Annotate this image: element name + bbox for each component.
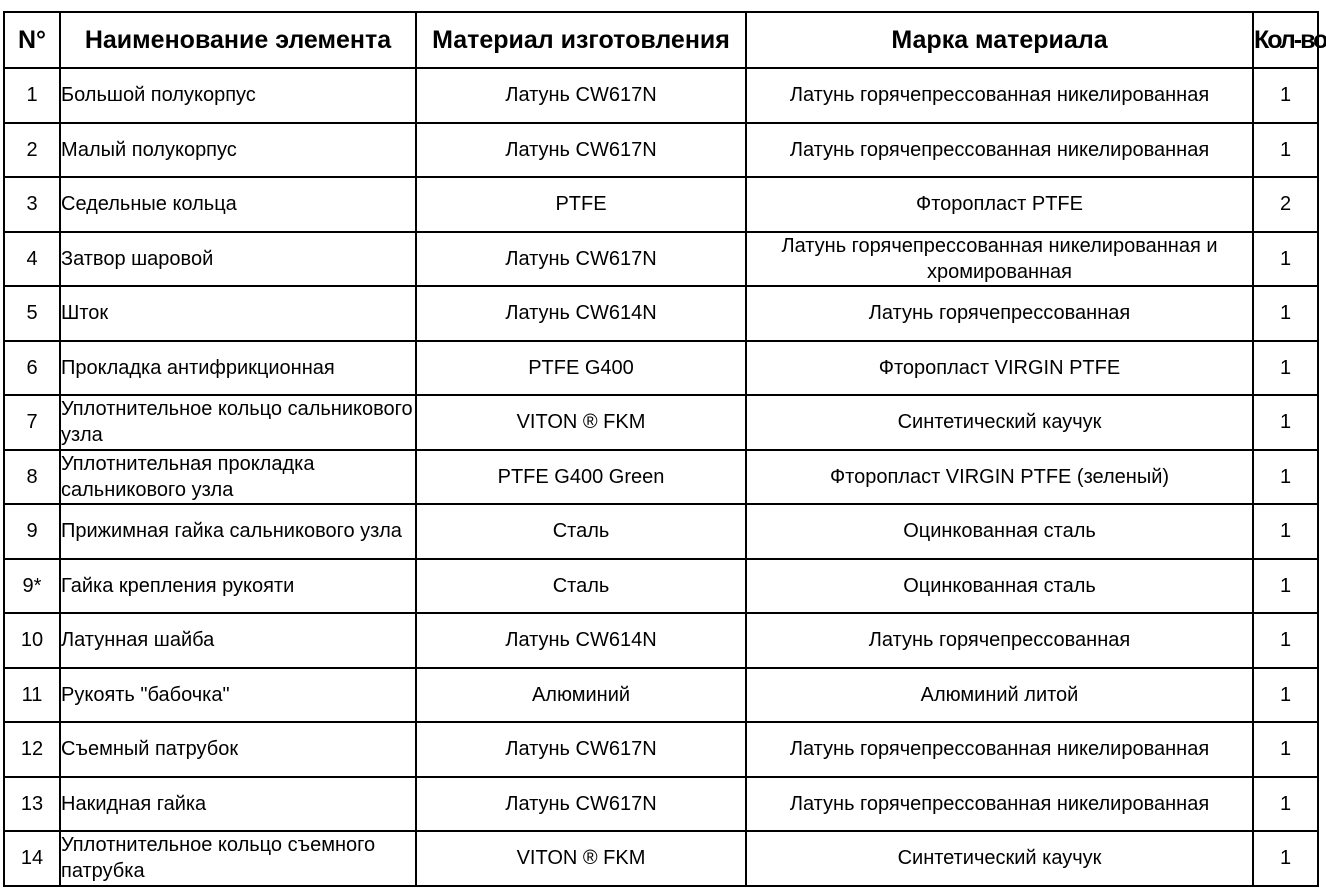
table-row xyxy=(4,395,1318,450)
cell-element-name: Съемный патрубок xyxy=(60,722,416,777)
header-number: N° xyxy=(4,12,60,68)
cell-material: PTFE xyxy=(416,177,746,232)
cell-quantity: 1 xyxy=(1253,395,1318,450)
cell-material: Латунь CW617N xyxy=(416,722,746,777)
cell-material: VITON ® FKM xyxy=(416,395,746,450)
cell-element-name: Седельные кольца xyxy=(60,177,416,232)
cell-material: Латунь CW617N xyxy=(416,123,746,178)
table-row xyxy=(4,668,1318,723)
table-row xyxy=(4,722,1318,777)
table-row xyxy=(4,68,1318,123)
cell-quantity: 1 xyxy=(1253,831,1318,886)
cell-number: 7 xyxy=(4,395,60,450)
cell-quantity: 1 xyxy=(1253,286,1318,341)
materials-table xyxy=(3,11,1326,887)
cell-material-grade: Латунь горячепрессованная никелированная и хромированная xyxy=(746,232,1253,287)
cell-quantity: 1 xyxy=(1253,504,1318,559)
cell-number: 12 xyxy=(4,722,60,777)
cell-material-grade: Оцинкованная сталь xyxy=(746,559,1253,614)
cell-number: 14 xyxy=(4,831,60,886)
cell-number: 3 xyxy=(4,177,60,232)
cell-quantity: 1 xyxy=(1253,68,1318,123)
cell-quantity: 1 xyxy=(1253,722,1318,777)
cell-number: 2 xyxy=(4,123,60,178)
cell-material: VITON ® FKM xyxy=(416,831,746,886)
cell-element-name: Шток xyxy=(60,286,416,341)
cell-quantity: 1 xyxy=(1253,450,1318,505)
cell-material: Латунь CW614N xyxy=(416,613,746,668)
cell-number: 9* xyxy=(4,559,60,614)
cell-material-grade: Алюминий литой xyxy=(746,668,1253,723)
header-quantity: Кол-во xyxy=(1253,12,1318,68)
cell-material-grade: Латунь горячепрессованная никелированная xyxy=(746,722,1253,777)
cell-material-grade: Латунь горячепрессованная xyxy=(746,286,1253,341)
cell-quantity: 1 xyxy=(1253,559,1318,614)
cell-material: PTFE G400 xyxy=(416,341,746,396)
cell-quantity: 1 xyxy=(1253,613,1318,668)
cell-element-name: Накидная гайка xyxy=(60,777,416,832)
cell-material-grade: Латунь горячепрессованная никелированная xyxy=(746,68,1253,123)
table-row xyxy=(4,777,1318,832)
cell-quantity: 1 xyxy=(1253,341,1318,396)
cell-element-name: Прокладка антифрикционная xyxy=(60,341,416,396)
cell-number: 11 xyxy=(4,668,60,723)
cell-quantity: 1 xyxy=(1253,777,1318,832)
cell-material: Латунь CW614N xyxy=(416,286,746,341)
cell-quantity: 1 xyxy=(1253,668,1318,723)
cell-material-grade: Фторопласт VIRGIN PTFE (зеленый) xyxy=(746,450,1253,505)
table-header-row xyxy=(4,12,1318,68)
cell-material-grade: Латунь горячепрессованная xyxy=(746,613,1253,668)
cell-element-name: Затвор шаровой xyxy=(60,232,416,287)
cell-number: 10 xyxy=(4,613,60,668)
cell-element-name: Уплотнительное кольцо сальникового узла xyxy=(60,395,416,450)
cell-material-grade: Латунь горячепрессованная никелированная xyxy=(746,123,1253,178)
table-row xyxy=(4,504,1318,559)
cell-material-grade: Латунь горячепрессованная никелированная xyxy=(746,777,1253,832)
table-row xyxy=(4,286,1318,341)
cell-material: PTFE G400 Green xyxy=(416,450,746,505)
table-row xyxy=(4,341,1318,396)
cell-number: 1 xyxy=(4,68,60,123)
table-row xyxy=(4,613,1318,668)
header-element-name: Наименование элемента xyxy=(60,12,416,68)
table-row xyxy=(4,177,1318,232)
table-row xyxy=(4,559,1318,614)
cell-material-grade: Оцинкованная сталь xyxy=(746,504,1253,559)
cell-material: Алюминий xyxy=(416,668,746,723)
cell-number: 5 xyxy=(4,286,60,341)
cell-material: Сталь xyxy=(416,504,746,559)
table-row xyxy=(4,232,1318,287)
cell-material-grade: Синтетический каучук xyxy=(746,831,1253,886)
cell-quantity: 1 xyxy=(1253,232,1318,287)
cell-material: Латунь CW617N xyxy=(416,68,746,123)
cell-element-name: Уплотнительное кольцо съемного патрубка xyxy=(60,831,416,886)
table-row xyxy=(4,450,1318,505)
cell-material-grade: Синтетический каучук xyxy=(746,395,1253,450)
table-row xyxy=(4,831,1318,886)
cell-element-name: Рукоять "бабочка" xyxy=(60,668,416,723)
header-material: Материал изготовления xyxy=(416,12,746,68)
cell-number: 13 xyxy=(4,777,60,832)
cell-material: Сталь xyxy=(416,559,746,614)
cell-element-name: Большой полукорпус xyxy=(60,68,416,123)
table-row xyxy=(4,123,1318,178)
cell-element-name: Гайка крепления рукояти xyxy=(60,559,416,614)
cell-material: Латунь CW617N xyxy=(416,777,746,832)
cell-element-name: Уплотнительная прокладка сальникового узла xyxy=(60,450,416,505)
cell-quantity: 2 xyxy=(1253,177,1318,232)
cell-material-grade: Фторопласт VIRGIN PTFE xyxy=(746,341,1253,396)
cell-quantity: 1 xyxy=(1253,123,1318,178)
cell-number: 4 xyxy=(4,232,60,287)
header-material-grade: Марка материала xyxy=(746,12,1253,68)
cell-number: 9 xyxy=(4,504,60,559)
cell-element-name: Латунная шайба xyxy=(60,613,416,668)
cell-number: 8 xyxy=(4,450,60,505)
table-body xyxy=(4,68,1318,886)
cell-number: 6 xyxy=(4,341,60,396)
cell-element-name: Малый полукорпус xyxy=(60,123,416,178)
cell-material: Латунь CW617N xyxy=(416,232,746,287)
cell-material-grade: Фторопласт PTFE xyxy=(746,177,1253,232)
cell-element-name: Прижимная гайка сальникового узла xyxy=(60,504,416,559)
